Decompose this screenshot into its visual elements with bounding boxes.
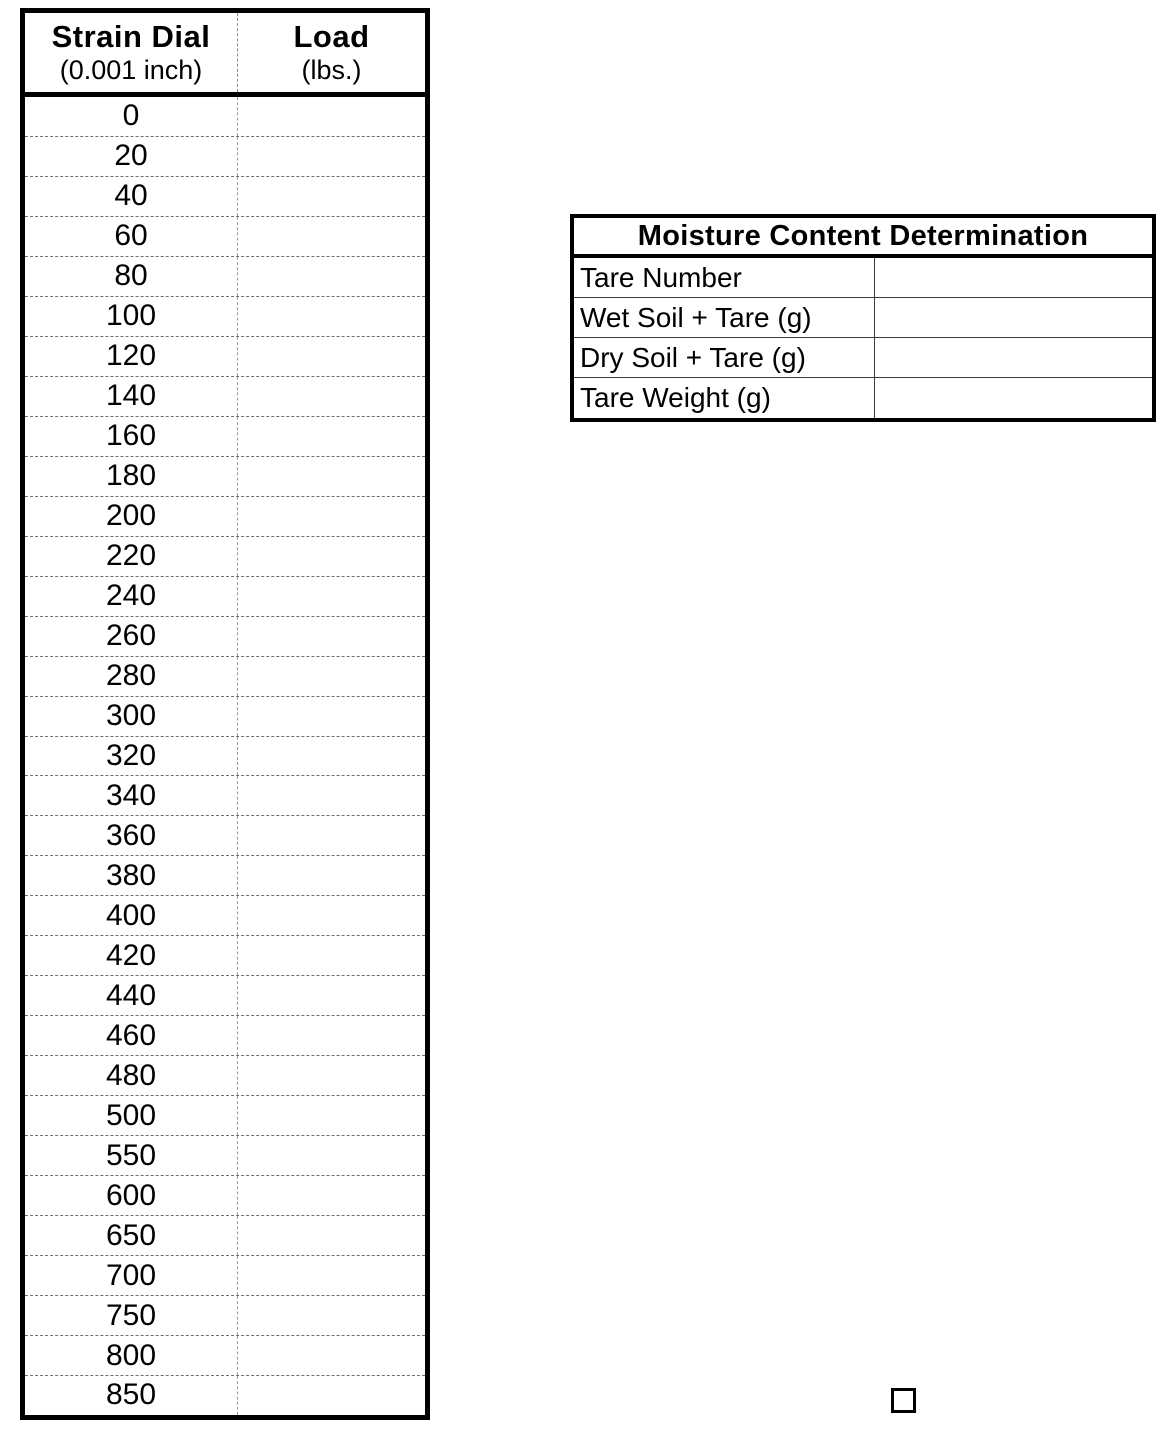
strain-table-body <box>25 97 425 1415</box>
moisture-value-blank-field[interactable] <box>875 378 1152 418</box>
load-header-cell <box>238 13 425 92</box>
strain-table-row <box>25 657 425 697</box>
strain-dial-value: 160 <box>25 417 238 456</box>
strain-table-row <box>25 497 425 537</box>
strain-dial-header-units: (0.001 inch) <box>59 54 203 85</box>
strain-table-row <box>25 816 425 856</box>
strain-table-row <box>25 1136 425 1176</box>
strain-table-row <box>25 1096 425 1136</box>
strain-dial-value: 360 <box>25 816 238 855</box>
load-value-blank-field[interactable] <box>238 976 425 1015</box>
load-value-blank-field[interactable] <box>238 1336 425 1375</box>
strain-table-row <box>25 1176 425 1216</box>
strain-dial-value: 340 <box>25 776 238 815</box>
strain-dial-value: 80 <box>25 257 238 296</box>
strain-table-row <box>25 697 425 737</box>
strain-dial-value: 500 <box>25 1096 238 1135</box>
load-value-blank-field[interactable] <box>238 217 425 256</box>
load-value-blank-field[interactable] <box>238 1296 425 1335</box>
strain-dial-value: 850 <box>25 1376 238 1415</box>
strain-dial-value: 320 <box>25 737 238 776</box>
load-value-blank-field[interactable] <box>238 177 425 216</box>
strain-table-row <box>25 337 425 377</box>
strain-dial-value: 260 <box>25 617 238 656</box>
moisture-row-label: Tare Weight (g) <box>574 378 875 418</box>
strain-dial-value: 60 <box>25 217 238 256</box>
load-value-blank-field[interactable] <box>238 657 425 696</box>
load-value-blank-field[interactable] <box>238 1056 425 1095</box>
load-header-title: Load <box>293 19 370 55</box>
strain-dial-value: 480 <box>25 1056 238 1095</box>
load-value-blank-field[interactable] <box>238 697 425 736</box>
moisture-table-row <box>574 338 1152 378</box>
strain-table-row <box>25 97 425 137</box>
load-value-blank-field[interactable] <box>238 896 425 935</box>
load-value-blank-field[interactable] <box>238 816 425 855</box>
strain-dial-value: 420 <box>25 936 238 975</box>
strain-dial-value: 240 <box>25 577 238 616</box>
strain-dial-value: 460 <box>25 1016 238 1055</box>
moisture-row-label: Wet Soil + Tare (g) <box>574 298 875 337</box>
moisture-row-label: Tare Number <box>574 258 875 297</box>
strain-table-row <box>25 936 425 976</box>
load-value-blank-field[interactable] <box>238 776 425 815</box>
moisture-row-label: Dry Soil + Tare (g) <box>574 338 875 377</box>
strain-dial-value: 380 <box>25 856 238 895</box>
load-value-blank-field[interactable] <box>238 417 425 456</box>
strain-dial-value: 20 <box>25 137 238 176</box>
strain-dial-value: 550 <box>25 1136 238 1175</box>
strain-dial-header-title: Strain Dial <box>51 19 211 55</box>
strain-table-row <box>25 137 425 177</box>
moisture-value-blank-field[interactable] <box>875 298 1152 337</box>
moisture-table-row <box>574 258 1152 298</box>
strain-dial-value: 0 <box>25 97 238 136</box>
load-value-blank-field[interactable] <box>238 856 425 895</box>
strain-table-row <box>25 896 425 936</box>
load-value-blank-field[interactable] <box>238 97 425 136</box>
strain-dial-value: 800 <box>25 1336 238 1375</box>
strain-table-header <box>25 13 425 97</box>
load-value-blank-field[interactable] <box>238 1216 425 1255</box>
strain-dial-value: 600 <box>25 1176 238 1215</box>
load-header-units: (lbs.) <box>301 54 362 85</box>
strain-table-row <box>25 1016 425 1056</box>
strain-table-row <box>25 537 425 577</box>
moisture-table-row <box>574 298 1152 338</box>
load-value-blank-field[interactable] <box>238 1376 425 1415</box>
strain-dial-header-cell <box>25 13 238 92</box>
moisture-table-title: Moisture Content Determination <box>574 218 1152 258</box>
load-value-blank-field[interactable] <box>238 1096 425 1135</box>
strain-dial-value: 400 <box>25 896 238 935</box>
strain-dial-value: 40 <box>25 177 238 216</box>
load-value-blank-field[interactable] <box>238 257 425 296</box>
load-value-blank-field[interactable] <box>238 617 425 656</box>
strain-dial-value: 120 <box>25 337 238 376</box>
moisture-value-blank-field[interactable] <box>875 338 1152 377</box>
strain-table-row <box>25 1336 425 1376</box>
strain-table-row <box>25 417 425 457</box>
load-value-blank-field[interactable] <box>238 936 425 975</box>
load-value-blank-field[interactable] <box>238 1256 425 1295</box>
strain-dial-value: 200 <box>25 497 238 536</box>
strain-table-row <box>25 257 425 297</box>
moisture-table-body <box>574 258 1152 418</box>
strain-dial-value: 700 <box>25 1256 238 1295</box>
load-value-blank-field[interactable] <box>238 577 425 616</box>
strain-table-row <box>25 1256 425 1296</box>
strain-dial-value: 650 <box>25 1216 238 1255</box>
strain-dial-value: 440 <box>25 976 238 1015</box>
strain-dial-value: 220 <box>25 537 238 576</box>
strain-dial-value: 300 <box>25 697 238 736</box>
load-value-blank-field[interactable] <box>238 137 425 176</box>
strain-table-row <box>25 737 425 777</box>
strain-table-row <box>25 856 425 896</box>
strain-table-row <box>25 1376 425 1415</box>
strain-dial-value: 280 <box>25 657 238 696</box>
moisture-content-table <box>570 214 1156 422</box>
strain-table-row <box>25 1216 425 1256</box>
strain-table-row <box>25 976 425 1016</box>
load-value-blank-field[interactable] <box>238 297 425 336</box>
load-value-blank-field[interactable] <box>238 337 425 376</box>
strain-dial-value: 140 <box>25 377 238 416</box>
strain-table-row <box>25 776 425 816</box>
empty-checkbox[interactable] <box>891 1388 916 1413</box>
load-value-blank-field[interactable] <box>238 497 425 536</box>
strain-table-row <box>25 177 425 217</box>
strain-dial-value: 180 <box>25 457 238 496</box>
strain-table-row <box>25 1296 425 1336</box>
strain-table-row <box>25 1056 425 1096</box>
load-value-blank-field[interactable] <box>238 537 425 576</box>
load-value-blank-field[interactable] <box>238 1176 425 1215</box>
moisture-table-row <box>574 378 1152 418</box>
load-value-blank-field[interactable] <box>238 457 425 496</box>
load-value-blank-field[interactable] <box>238 377 425 416</box>
load-value-blank-field[interactable] <box>238 737 425 776</box>
strain-table-row <box>25 577 425 617</box>
strain-table-row <box>25 297 425 337</box>
strain-table-row <box>25 217 425 257</box>
strain-dial-value: 750 <box>25 1296 238 1335</box>
strain-table-row <box>25 377 425 417</box>
load-value-blank-field[interactable] <box>238 1136 425 1175</box>
load-value-blank-field[interactable] <box>238 1016 425 1055</box>
strain-load-table <box>20 8 430 1420</box>
strain-table-row <box>25 457 425 497</box>
strain-dial-value: 100 <box>25 297 238 336</box>
moisture-value-blank-field[interactable] <box>875 258 1152 297</box>
strain-table-row <box>25 617 425 657</box>
